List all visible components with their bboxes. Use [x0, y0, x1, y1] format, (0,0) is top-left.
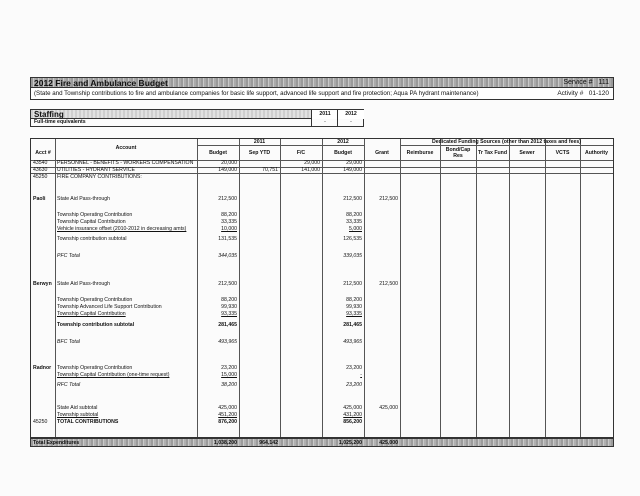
- col-budget-2011: Budget: [209, 150, 227, 156]
- row-fc: 141,000: [301, 167, 320, 173]
- fte-2011: -: [311, 119, 338, 126]
- row-account: UTILITIES - HYDRANT SERVICE: [57, 167, 135, 173]
- total-budget-2012: 1,025,200: [338, 440, 362, 446]
- row-budget-2011: 281,465: [218, 322, 237, 328]
- row-budget-2011: 493,965: [218, 339, 237, 345]
- staffing-year-2012: 2012: [337, 110, 364, 119]
- row-account: Township Operating Contribution: [57, 365, 133, 371]
- fte-row: [30, 119, 364, 127]
- row-budget-2012: 431,200: [343, 412, 362, 418]
- col-authority: Authority: [584, 150, 609, 156]
- row-budget-2012: 339,035: [343, 253, 362, 259]
- row-budget-2012: 212,500: [343, 196, 362, 202]
- group-funding: Dedicated Funding Sources (other than 2012 taxes and fees): [431, 139, 582, 145]
- row-budget-2011: 23,200: [221, 365, 237, 371]
- row-account: FIRE COMPANY CONTRIBUTIONS:: [57, 174, 142, 180]
- row-budget-2012: 281,465: [343, 322, 362, 328]
- row-budget-2012: 425,000: [343, 405, 362, 411]
- row-budget-2012: 33,335: [346, 219, 362, 225]
- col-account: Account: [115, 145, 137, 151]
- budget-header: [30, 77, 614, 88]
- col-acct: Acct #: [35, 150, 51, 156]
- service-number: Service # 111: [563, 79, 609, 86]
- row-budget-2012: 856,200: [343, 419, 362, 425]
- row-budget-2012: 29,000: [346, 160, 362, 166]
- col-tr-tax-fund: Tr Tax Fund: [477, 150, 507, 156]
- col-bond-cap-res: Res: [453, 153, 463, 159]
- row-account: Township Operating Contribution: [57, 212, 133, 218]
- col-vcts: VCTS: [555, 150, 570, 156]
- row-budget-2011: 20,000: [221, 160, 237, 166]
- row-account: Township Operating Contribution: [57, 297, 133, 303]
- col-grant: Grant: [375, 150, 389, 156]
- row-grant: 212,500: [379, 281, 398, 287]
- row-budget-2011: 212,500: [218, 196, 237, 202]
- row-account: Township contribution subtotal: [57, 322, 135, 328]
- row-budget-2012: 126,535: [343, 236, 362, 242]
- row-budget-2011: 38,200: [221, 382, 237, 388]
- fte-2012: -: [337, 119, 364, 126]
- row-acct: 45250: [33, 174, 48, 180]
- total-sep-ytd: 964,142: [259, 440, 278, 446]
- row-acct: 45250: [33, 419, 48, 425]
- row-budget-2011: 93,335: [221, 311, 237, 317]
- row-budget-2011: 212,500: [218, 281, 237, 287]
- row-budget-2012: 493,965: [343, 339, 362, 345]
- row-acct: 43630: [33, 167, 48, 173]
- activity-number: Activity # 01-120: [557, 90, 609, 97]
- col-fc: F/C: [296, 150, 306, 156]
- row-budget-2012: 212,500: [343, 281, 362, 287]
- group-2011: 2011: [253, 139, 266, 145]
- row-budget-2012: 23,200: [346, 382, 362, 388]
- row-account: PFC Total: [57, 253, 80, 259]
- group-2012: 2012: [337, 139, 349, 145]
- budget-subheader: [30, 88, 614, 100]
- row-acct: Radnor: [33, 365, 52, 371]
- row-account: Township Capital Contribution (one-time request): [57, 372, 170, 378]
- staffing-title: Staffing: [34, 110, 64, 119]
- row-acct: Paoli: [33, 196, 46, 202]
- col-budget-2012: Budget: [334, 150, 352, 156]
- row-account: PERSONNEL - BENEFITS - WORKERS COMPENSATION: [57, 160, 194, 166]
- budget-table: [30, 138, 614, 438]
- row-account: Township Capital Contribution: [57, 311, 126, 317]
- total-expenditures-row: [30, 438, 614, 447]
- row-account: BFC Total: [57, 339, 80, 345]
- fte-label: Full-time equivalents: [34, 119, 86, 125]
- row-budget-2011: 88,200: [221, 297, 237, 303]
- row-account: Township subtotal: [57, 412, 99, 418]
- row-budget-2011: 876,200: [218, 419, 237, 425]
- row-account: State Aid Pass-through: [57, 196, 111, 202]
- row-acct: Berwyn: [33, 281, 52, 287]
- row-budget-2011: 10,000: [221, 226, 237, 232]
- col-bond-cap: Bond/Cap: [445, 147, 471, 153]
- row-fc: 29,000: [304, 160, 320, 166]
- staffing-year-2011: 2011: [311, 110, 338, 119]
- budget-title: 2012 Fire and Ambulance Budget: [34, 78, 168, 88]
- row-budget-2011: 88,200: [221, 212, 237, 218]
- row-budget-2012: 5,000: [349, 226, 362, 232]
- row-budget-2012: 23,200: [346, 365, 362, 371]
- staffing-header: [30, 109, 364, 119]
- row-budget-2011: 344,035: [218, 253, 237, 259]
- row-acct: 43540: [33, 160, 48, 166]
- row-account: Township Capital Contribution: [57, 219, 126, 225]
- row-budget-2012: 99,930: [346, 304, 362, 310]
- row-account: TOTAL CONTRIBUTIONS: [57, 419, 119, 425]
- row-budget-2011: 425,000: [218, 405, 237, 411]
- row-budget-2011: 149,000: [218, 167, 237, 173]
- total-grant: 425,000: [379, 440, 398, 446]
- row-account: Township contribution subtotal: [57, 236, 127, 242]
- row-account: RFC Total: [57, 382, 81, 388]
- row-account: Township Advanced Life Support Contribution: [57, 304, 162, 310]
- row-budget-2011: 99,930: [221, 304, 237, 310]
- row-budget-2012: -: [360, 372, 362, 378]
- budget-description: (State and Township contributions to fire and ambulance companies for basic life support, advanced life support and fire protection; Aqua PA hydrant maintenance): [34, 90, 479, 97]
- row-budget-2012: 88,200: [346, 297, 362, 303]
- row-sep-ytd: 70,751: [262, 167, 278, 173]
- col-sewer: Sewer: [519, 150, 535, 156]
- col-sep-ytd: Sep YTD: [248, 150, 271, 156]
- row-account: State Aid subtotal: [57, 405, 98, 411]
- col-reimburse: Reimburse: [406, 150, 434, 156]
- row-account: Vehicle insurance offset (2010-2012 in decreasing amts): [57, 226, 187, 232]
- row-budget-2011: 451,200: [218, 412, 237, 418]
- row-budget-2011: 15,000: [221, 372, 237, 378]
- row-grant: 212,500: [379, 196, 398, 202]
- row-grant: 425,000: [379, 405, 398, 411]
- total-label: Total Expenditures: [33, 440, 80, 446]
- row-budget-2012: 88,200: [346, 212, 362, 218]
- row-budget-2012: 149,000: [343, 167, 362, 173]
- row-budget-2011: 131,535: [218, 236, 237, 242]
- row-budget-2012: 93,335: [346, 311, 362, 317]
- row-budget-2011: 33,335: [221, 219, 237, 225]
- total-budget-2011: 1,038,200: [213, 440, 237, 446]
- row-account: State Aid Pass-through: [57, 281, 111, 287]
